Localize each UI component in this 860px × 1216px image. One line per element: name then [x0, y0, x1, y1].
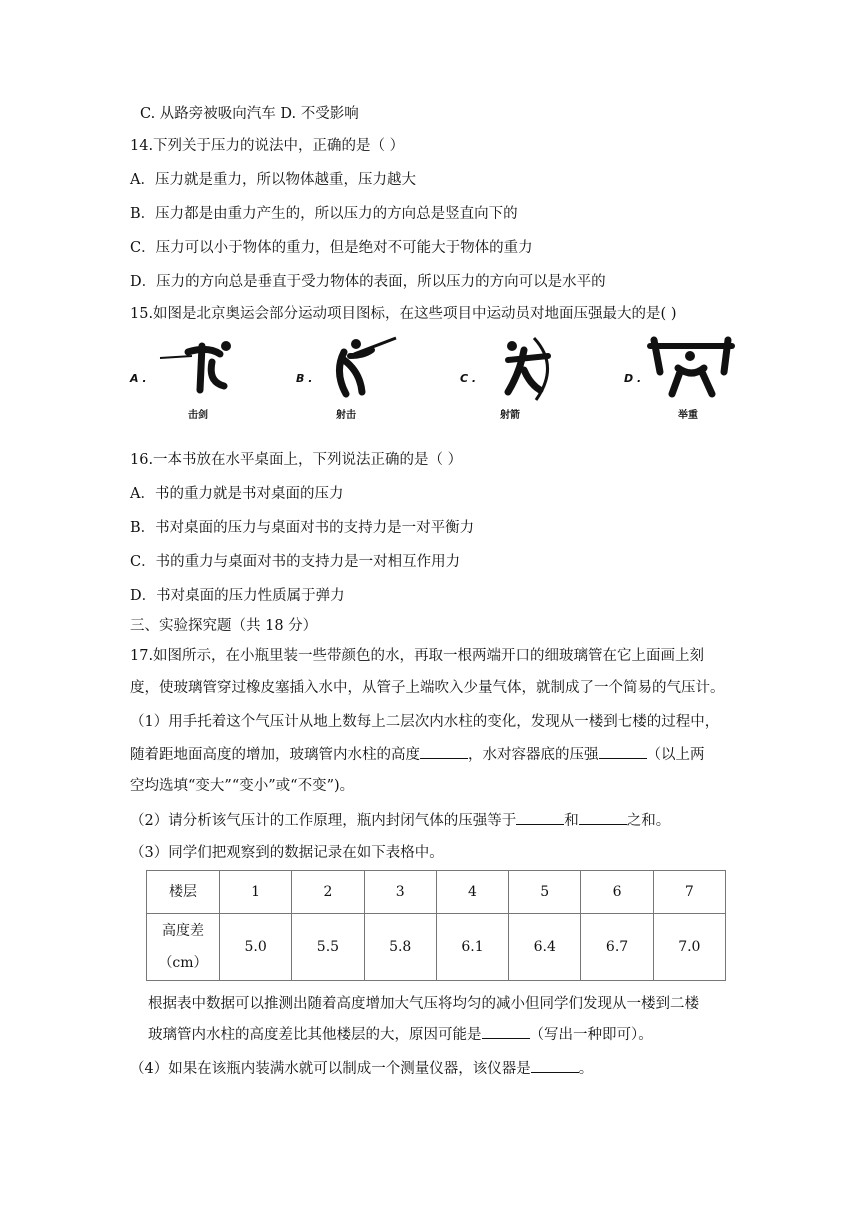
q17-part2-text-b: 和 [564, 813, 579, 829]
q14-stem: 14.下列关于压力的说法中，正确的是（ ） [130, 138, 405, 154]
option-label: C . [460, 372, 477, 385]
q17-analysis-text-b: （写出一种即可）。 [529, 1027, 653, 1043]
table-cell: 5 [509, 871, 581, 914]
q14-option-c: C．压力可以小于物体的重力，但是绝对不可能大于物体的重力 [130, 240, 533, 256]
answer-blank[interactable] [579, 810, 627, 825]
q17-part2-text-a: （2）请分析该气压计的工作原理，瓶内封闭气体的压强等于 [130, 813, 517, 829]
q17-stem-line2: 度，使玻璃管穿过橡皮塞插入水中，从管子上端吹入少量气体，就制成了一个简易的气压计。 [130, 680, 725, 696]
q17-analysis-line2 [148, 1024, 653, 1045]
table-cell: 5.5 [292, 914, 364, 981]
q17-part1-line2 [130, 744, 705, 765]
table-cell: 5.8 [364, 914, 436, 981]
shooting-icon [314, 332, 404, 404]
q17-part1-text-c: （以上两 [646, 747, 705, 763]
icon-option-b [296, 332, 446, 424]
q17-part1-line3: 空均选填“变大”“变小”或“不变”)。 [130, 778, 355, 794]
q13-options-cd: C. 从路旁被吸向汽车 D. 不受影响 [140, 106, 359, 122]
answer-blank[interactable] [420, 744, 468, 759]
floor-height-table [146, 870, 726, 981]
height-label-line2: （cm） [158, 955, 208, 971]
q17-part3: （3）同学们把观察到的数据记录在如下表格中。 [130, 845, 444, 861]
q16-stem: 16.一本书放在水平桌面上，下列说法正确的是（ ） [130, 452, 463, 468]
table-cell: 7.0 [653, 914, 725, 981]
option-label: D . [624, 372, 642, 385]
answer-blank[interactable] [531, 1058, 579, 1073]
table-cell: 4 [436, 871, 508, 914]
q17-part2-text-c: 之和。 [626, 813, 671, 829]
q17-part1-line1: （1）用手托着这个气压计从地上数每上二层次内水柱的变化，发现从一楼到七楼的过程中， [130, 714, 720, 730]
q15-stem: 15.如图是北京奥运会部分运动项目图标，在这些项目中运动员对地面压强最大的是( ) [130, 306, 677, 322]
weightlifting-icon [642, 332, 742, 404]
q16-option-d: D．书对桌面的压力性质属于弹力 [130, 588, 345, 604]
table-cell: 3 [364, 871, 436, 914]
q14-option-b: B．压力都是由重力产生的，所以压力的方向总是竖直向下的 [130, 206, 518, 222]
icon-caption: 射击 [336, 410, 356, 421]
q17-part2 [130, 810, 670, 831]
icon-caption: 举重 [678, 410, 698, 421]
q16-option-b: B．书对桌面的压力与桌面对书的支持力是一对平衡力 [130, 520, 475, 536]
height-label-line1: 高度差 [162, 923, 204, 939]
icon-caption: 击剑 [188, 410, 208, 421]
answer-blank[interactable] [599, 744, 647, 759]
q14-option-d: D．压力的方向总是垂直于受力物体的表面，所以压力的方向可以是水平的 [130, 274, 606, 290]
q16-option-c: C．书的重力与桌面对书的支持力是一对相互作用力 [130, 554, 461, 570]
table-cell: 6 [581, 871, 653, 914]
q14-option-a: A．压力就是重力，所以物体越重，压力越大 [130, 172, 416, 188]
answer-blank[interactable] [482, 1024, 530, 1039]
q17-part4-text-b: 。 [578, 1061, 594, 1077]
fencing-icon [148, 332, 238, 402]
section-3-heading: 三、实验探究题（共 18 分） [130, 618, 318, 634]
option-label: A . [130, 372, 147, 385]
q17-part1-text-a: 随着距地面高度的增加，玻璃管内水柱的高度 [130, 747, 420, 763]
icon-option-d [624, 332, 774, 424]
q17-analysis-line1: 根据表中数据可以推测出随着高度增加大气压将均匀的减小但同学们发现从一楼到二楼 [148, 996, 699, 1012]
olympic-icons-figure [130, 332, 740, 424]
table-row-heights [147, 914, 726, 981]
table-cell: 6.4 [509, 914, 581, 981]
archery-icon [478, 332, 568, 404]
table-cell: 7 [653, 871, 725, 914]
q17-analysis-text-a: 玻璃管内水柱的高度差比其他楼层的大，原因可能是 [148, 1027, 482, 1043]
icon-option-a [130, 332, 280, 424]
table-cell: 6.7 [581, 914, 653, 981]
option-label: B . [296, 372, 313, 385]
table-cell: 5.0 [220, 914, 292, 981]
table-row-floors [147, 871, 726, 914]
icon-caption: 射箭 [500, 410, 520, 421]
q17-part4 [130, 1058, 593, 1079]
q17-part4-text-a: （4）如果在该瓶内装满水就可以制成一个测量仪器，该仪器是 [130, 1061, 531, 1077]
table-cell: 1 [220, 871, 292, 914]
q17-stem-line1: 17.如图所示，在小瓶里装一些带颜色的水，再取一根两端开口的细玻璃管在它上面画上刻 [130, 648, 705, 664]
q16-option-a: A．书的重力就是书对桌面的压力 [130, 486, 344, 502]
answer-blank[interactable] [516, 810, 564, 825]
q17-part1-text-b: ，水对容器底的压强 [468, 747, 599, 763]
table-cell-height-label [147, 914, 220, 981]
icon-option-c [460, 332, 610, 424]
table-cell: 2 [292, 871, 364, 914]
table-cell-floor-label: 楼层 [147, 871, 220, 914]
table-cell: 6.1 [436, 914, 508, 981]
